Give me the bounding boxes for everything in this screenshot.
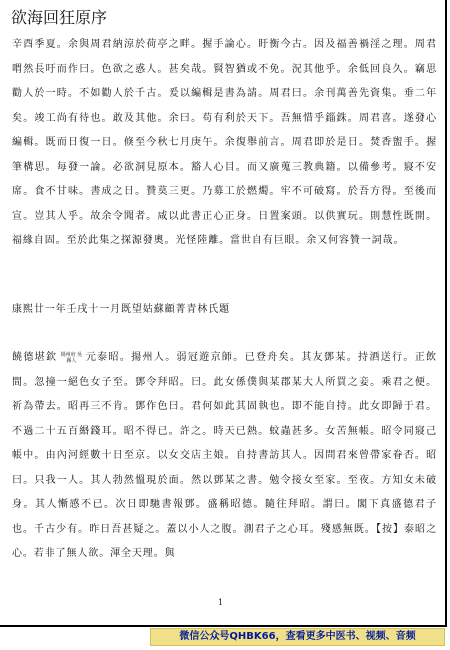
signature-line: 康熙廿一年壬戌十一月既望姑蘇顧菁青林氏題 (12, 304, 230, 315)
page-title: 欲海回狂原序 (11, 8, 108, 27)
preface-paragraph: 辛酉季夏。余與周君納涼於荷亭之畔。握手論心。盱衡今古。因及福善禍淫之理。周君喟然長吁而作曰。色欲之惑人。甚矣哉。賢智猶或不免。況其他乎。余低回良久。竊思勸人於一時。不如勸人於千古。爰以編輯是書為請。周君曰。余刊萬善先資集。垂二年矣。竣工尚有待也。敢及其他。余曰。苟有利於天下。吾無惜乎錙銖。周君喜。遂發心編輯。既而日復一日。倏至今秋七月庚午。余復舉前言。周君即於是日。焚香盥手。握筆構思。每發一論。必欲洞見原本。豁人心目。而又廣蒐三教典籍。以備參考。寢不安席。食不甘味。書成之日。贊莫三更。乃募工於燃燭。牢不可破寫。於吾方得。至後而宣。豈其人乎。故余令聞者。咸以此書正心正身。日置案頭。以供實玩。則慧性既開。福緣自固。至於此集之探源發奧。光怪陸離。當世自有巨眼。余又何容贊一詞哉。 (12, 39, 437, 246)
page-number: 1 (218, 598, 224, 607)
story-paragraph (12, 346, 437, 567)
story-text: 元泰昭。揚州人。弱冠遊京師。已登舟矣。其友鄧某。持酒送行。正飲間。忽撞一絕色女子至。鄧令拜昭。曰。此女係僕與某郡某大人所買之妾。乘君之便。祈為帶去。昭再三不肯。鄧作色曰。君何如此其固執也。即不能自持。此女即歸于君。不過二十五百緡錢耳。昭不得已。許之。時天已熱。蚊蟲甚多。女苦無帳。昭令同寢己帳中。由內河經數十日至京。以女交店主娘。自持書訪其人。因問君來曾帶家眷否。昭曰。只我一人。其人勃然慍現於面。然以鄧某之書。勉令接女至家。至夜。方知女未破身。其人慚感不已。次日即馳書報鄧。盛稱昭德。隨往拜昭。謂曰。閣下真盛德君子也。千古少有。昨日吾甚疑之。蓋以小人之腹。測君子之心耳。殘感無既。【按】泰昭之心。若非了無人欲。渾全天理。與 (12, 352, 437, 559)
promo-banner[interactable]: 微信公众号QHBK66，查看更多中医书、视频、音频 (150, 628, 445, 646)
story-heading: 饒德堪欽 (12, 352, 58, 363)
story-annotation: 揚州府 吳縣人 (60, 351, 83, 364)
